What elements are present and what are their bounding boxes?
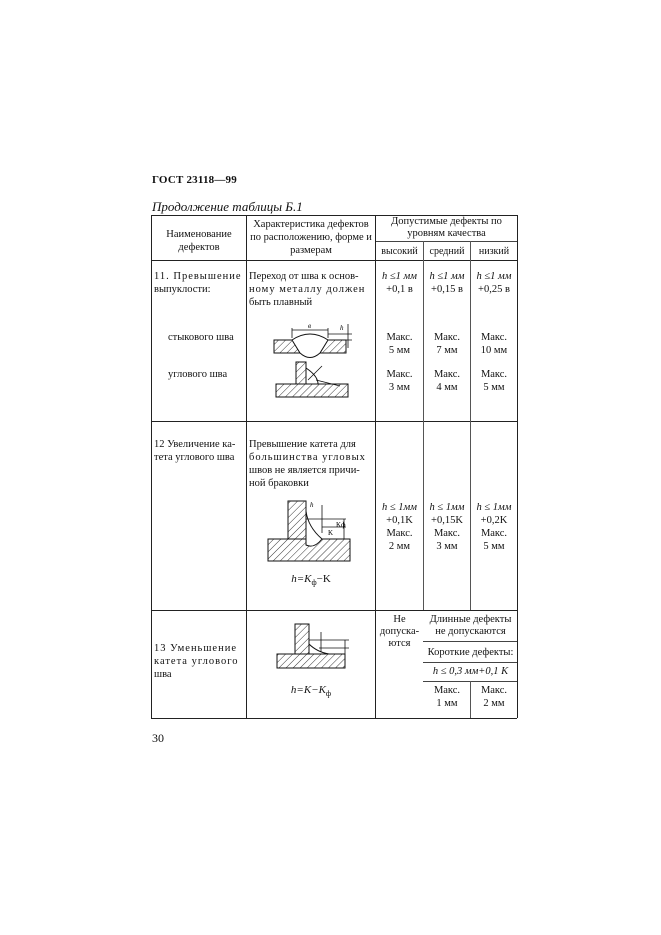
row13-short-limit: h ≤ 0,3 мм+0,1 K	[432, 666, 509, 677]
row-divider-11-12	[151, 421, 517, 422]
butt-and-fillet-weld-figure	[272, 318, 352, 400]
row11-butt-medium: Макс. 7 мм	[433, 332, 461, 356]
row13-divider-1	[423, 641, 517, 642]
row13-divider-2	[423, 662, 517, 663]
dim-label-b: в	[308, 322, 312, 330]
row13-medium: Макс. 1 мм	[433, 685, 461, 709]
row11-low-general: h ≤1 мм +0,25 в	[476, 271, 512, 295]
fillet-weld-leg-reduction-figure	[275, 622, 355, 670]
dim-label-kf: Kф	[336, 521, 346, 529]
row11-fillet-weld-label: углового шва	[168, 369, 228, 380]
row11-fillet-high: Макс. 3 мм	[386, 369, 413, 393]
header-allowed: Допустимые дефекты по уровням качества	[391, 216, 502, 239]
fillet-weld-leg-increase-figure	[266, 497, 356, 565]
row13-short-defects: Короткие дефекты:	[427, 647, 514, 658]
row-divider-12-13	[151, 610, 517, 611]
row11-butt-high: Макс. 5 мм	[386, 332, 413, 356]
row13-name: 13 Уменьшение катета углового шва	[154, 643, 239, 680]
dim-label-k: K	[328, 529, 334, 537]
table-right-border	[517, 215, 518, 718]
row11-name: 11. Превышение выпуклости:	[154, 271, 242, 295]
dim-label-h: h	[340, 324, 344, 332]
row11-fillet-low: Макс. 5 мм	[480, 369, 508, 393]
row11-characteristic: Переход от шва к основ- ному металлу должен быть плавный	[249, 271, 366, 308]
row11-butt-weld-label: стыкового шва	[168, 332, 234, 343]
row13-high-not-allowed: Не допуска- ются	[379, 614, 420, 649]
row12-medium: h ≤ 1мм +0,15K Макс. 3 мм	[429, 502, 465, 552]
row13-formula: $h=K-K_ф$	[290, 684, 332, 699]
subheader-divider	[375, 241, 517, 242]
header-bottom-border	[151, 260, 517, 261]
row11-medium-general: h ≤1 мм +0,15 в	[429, 271, 465, 295]
col-divider-3	[423, 241, 424, 610]
table-bottom-border	[151, 718, 517, 719]
row13-long-defects: Длинные дефекты не допускаются	[429, 614, 512, 637]
col-divider-1	[246, 215, 247, 718]
row12-name: 12 Увеличение ка- тета углового шва	[154, 439, 236, 463]
table-caption: Продолжение таблицы Б.1	[152, 199, 303, 214]
row12-formula: $h=K_ф-K$	[291, 573, 331, 588]
row11-high-general: h ≤1 мм +0,1 в	[382, 271, 417, 295]
table-left-border	[151, 215, 152, 718]
row12-low: h ≤ 1мм +0,2K Макс. 5 мм	[476, 502, 512, 552]
header-name: Наименование дефектов	[166, 229, 232, 253]
col-divider-4	[470, 241, 471, 610]
dim-label-h: h	[310, 501, 314, 509]
header-level-medium: средний	[429, 246, 465, 257]
page-number: 30	[152, 731, 164, 745]
row11-butt-low: Макс. 10 мм	[480, 332, 508, 356]
row13-low: Макс. 2 мм	[480, 685, 508, 709]
header-characteristic: Характеристика дефектов по расположению, форме и размерам	[250, 219, 372, 256]
row11-fillet-medium: Макс. 4 мм	[433, 369, 461, 393]
row12-high: h ≤ 1мм +0,1K Макс. 2 мм	[382, 502, 417, 552]
header-level-high: высокий	[381, 246, 418, 257]
document-id: ГОСТ 23118—99	[152, 174, 237, 186]
header-level-low: низкий	[478, 246, 510, 257]
row12-characteristic: Превышение катета для большинства угловых швов не является причи- ной браковки	[249, 439, 366, 489]
